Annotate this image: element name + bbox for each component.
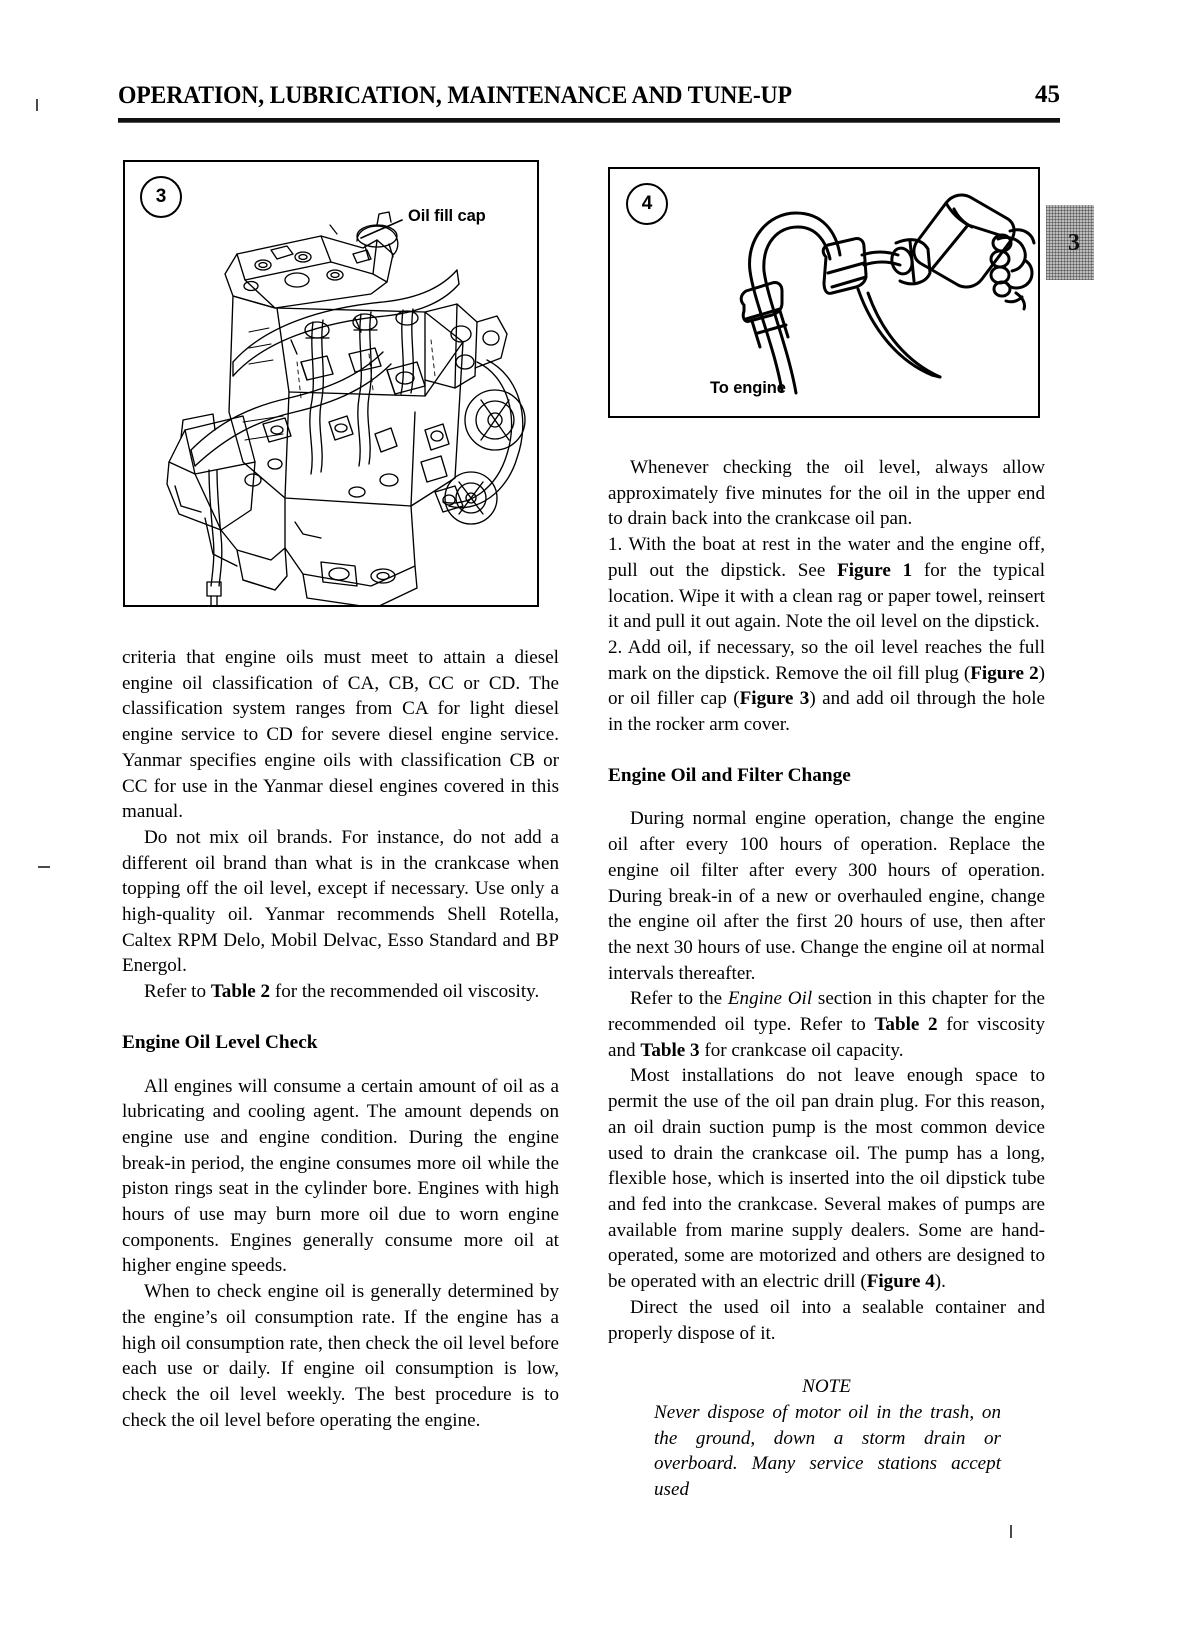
chapter-tab-number: 3	[1068, 230, 1080, 256]
header-rule	[118, 118, 1060, 122]
figure-3-label: Oil fill cap	[408, 207, 486, 225]
figure-4-label: To engine	[710, 379, 786, 397]
paragraph: Whenever checking the oil level, always allow approximately five minutes for the oil in the upper end to drain back into the crankcase oil pan.	[608, 457, 1045, 530]
page-number: 45	[1035, 81, 1060, 108]
running-head	[118, 80, 1060, 124]
paragraph: Refer to Table 2 for the recommended oil viscosity.	[144, 981, 540, 1003]
figure-callout-number: 4	[626, 183, 668, 225]
section-heading-engine-oil-and-filter-change: Engine Oil and Filter Change	[608, 764, 851, 786]
section-heading-engine-oil-level-check: Engine Oil Level Check	[122, 1031, 318, 1053]
chapter-thumb-tab	[1046, 205, 1094, 280]
crop-mark	[1010, 1525, 1012, 1538]
paragraph: All engines will consume a certain amount of oil as a lubricating and cooling agent. The amount depends on engine use and engine condition. During the engine break-in period, the engine consumes more oil while the piston rings seat in the cylinder bore. Engines with high hours of use may burn more oil due to worn engine components. Engines generally consume more oil at higher engine speeds.	[122, 1075, 559, 1277]
numbered-step: 2. Add oil, if necessary, so the oil level reaches the full mark on the dipstick. Remove the oil fill plug (Figure 2) or oil filler cap (Figure 3) and add oil through the hole in the rocker arm cover.	[608, 636, 1046, 736]
figure-4	[608, 167, 1040, 418]
note-block	[608, 1374, 1045, 1503]
paragraph: When to check engine oil is generally determined by the engine’s oil consumption rate. If the engine has a high oil consumption rate, then check the oil level before each use or daily. If engine oil consumption is low, check the oil level weekly. The best procedure is to check the oil level before operating the engine.	[122, 1281, 559, 1431]
numbered-step: 1. With the boat at rest in the water and the engine off, pull out the dipstick. See Figure 1 for the typical location. Wipe it with a clean rag or paper towel, reinsert it and pull it out again. Note the oil level on the dipstick.	[608, 534, 1045, 633]
paragraph: Refer to the Engine Oil section in this chapter for the recommended oil type. Refer to Table 2 for viscosity and Table 3 for crankcase oil capacity.	[608, 988, 1046, 1061]
engine-line-drawing	[125, 162, 537, 605]
left-text-column	[122, 645, 559, 1433]
crop-mark	[38, 866, 50, 868]
note-title: NOTE	[802, 1376, 851, 1398]
crop-mark	[36, 99, 38, 111]
paragraph: Most installations do not leave enough space to permit the use of the oil pan drain plug. For this reason, an oil drain suction pump is the most common device used to drain the crankcase oil. The pump has a long, flexible hose, which is inserted into the oil dipstick tube and fed into the crankcase. Several makes of pumps are available from marine supply dealers. Some are hand-operated, some are motorized and others are designed to be operated with an electric drill (Figure 4).	[608, 1065, 1045, 1293]
paragraph: Do not mix oil brands. For instance, do not add a different oil brand than what is in the crankcase when topping off the oil level, except if necessary. Use only a high-quality oil. Yanmar recommends Shell Rotella, Caltex RPM Delo, Mobil Delvac, Esso Standard and BP Energol.	[122, 826, 559, 977]
oil-suction-pump-drawing	[610, 169, 1038, 416]
note-body: Never dispose of motor oil in the trash, on the ground, down a storm drain or overboard. Many service stations accept used	[654, 1401, 1001, 1501]
paragraph: criteria that engine oils must meet to attain a diesel engine oil classification of CA, CB, CC or CD. The classification system ranges from CA for light diesel engine service to CD for severe diesel engine service. Yanmar specifies engine oils with classification CB or CC for use in the Yanmar diesel engines covered in this manual.	[122, 647, 559, 823]
page-title: OPERATION, LUBRICATION, MAINTENANCE AND TUNE-UP	[118, 80, 792, 109]
paragraph: Direct the used oil into a sealable container and properly dispose of it.	[608, 1296, 1045, 1344]
right-text-column	[608, 455, 1045, 1503]
figure-3	[123, 160, 539, 607]
paragraph: During normal engine operation, change the engine oil after every 100 hours of operation. Replace the engine oil filter after every 300 hours of operation. During break-in of a new or overhauled engine, change the engine oil after the first 20 hours of use, then after the next 30 hours of use. Change the engine oil at normal intervals thereafter.	[608, 808, 1045, 984]
figure-callout-number: 3	[140, 176, 182, 218]
